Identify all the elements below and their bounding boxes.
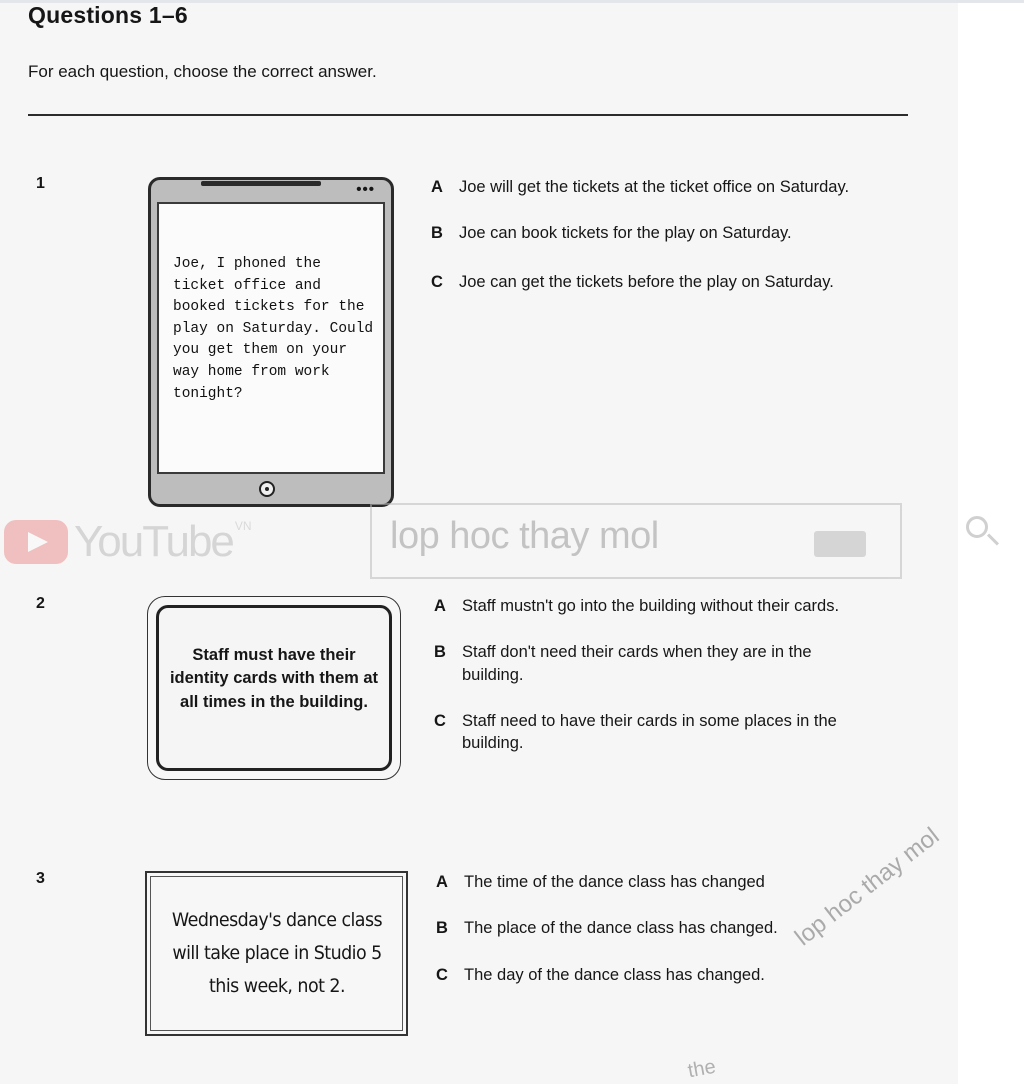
keyboard-icon [814, 531, 866, 557]
divider [28, 114, 908, 116]
youtube-play-icon [4, 520, 68, 564]
channel-watermark-text: lop hoc thay mol [390, 515, 659, 557]
question-number: 3 [36, 870, 45, 887]
option-text: The time of the dance class has changed [464, 873, 765, 891]
sign-text: Wednesday's dance class will take place in Studio 5 this week, not 2. [171, 909, 382, 997]
option-text: The place of the dance class has changed. [464, 919, 778, 938]
notice-illustration [147, 596, 401, 780]
question-number: 1 [36, 175, 45, 192]
search-icon [966, 516, 988, 538]
youtube-region: VN [234, 519, 252, 533]
option-letter: A [434, 597, 446, 615]
option-letter: B [434, 643, 446, 662]
notice-text: Staff must have their identity cards with them at all times in the building. [169, 645, 379, 711]
option-letter: A [436, 873, 448, 891]
options-list [434, 595, 874, 754]
options-list [431, 176, 871, 293]
question-number: 2 [36, 595, 45, 612]
bottom-watermark-fragment: the [686, 1055, 718, 1083]
option-c[interactable] [431, 271, 871, 293]
option-c[interactable] [434, 710, 874, 755]
phone-home-button-icon [259, 481, 275, 497]
sign-illustration [145, 871, 408, 1036]
option-letter: C [434, 711, 446, 730]
phone-status-indicator: ••• [356, 181, 375, 198]
option-text: Joe can book tickets for the play on Saturday. [459, 224, 792, 243]
option-c[interactable] [436, 964, 876, 986]
option-text: Joe will get the tickets at the ticket office on Saturday. [459, 178, 850, 196]
diagonal-watermark: lop hoc thay mol [790, 822, 945, 952]
option-b[interactable] [434, 641, 874, 686]
phone-speaker [201, 181, 321, 186]
option-text: Staff need to have their cards in some places in the building. [462, 711, 837, 753]
option-a[interactable] [431, 176, 871, 198]
option-text: Staff don't need their cards when they are in the building. [462, 643, 812, 684]
youtube-watermark-text: YouTube [74, 517, 233, 566]
option-b[interactable] [431, 222, 871, 244]
option-text: Staff mustn't go into the building without their cards. [462, 597, 840, 615]
option-letter: A [431, 178, 443, 196]
phone-message-illustration [148, 177, 394, 507]
option-letter: C [436, 965, 448, 984]
page-margin [958, 0, 1024, 1084]
page-title: Questions 1–6 [28, 2, 188, 28]
option-a[interactable] [434, 595, 874, 617]
instructions: For each question, choose the correct answer. [28, 62, 377, 81]
notice-frame [156, 605, 392, 771]
sign-frame [150, 876, 403, 1031]
option-letter: B [431, 224, 443, 243]
option-text: Joe can get the tickets before the play on Saturday. [459, 272, 834, 291]
option-a[interactable] [436, 871, 876, 893]
option-text: The day of the dance class has changed. [464, 965, 765, 984]
search-box-watermark [370, 503, 902, 579]
option-letter: C [431, 272, 443, 291]
phone-screen [157, 202, 385, 474]
option-letter: B [436, 919, 448, 938]
youtube-watermark [4, 512, 252, 572]
phone-message-text: Joe, I phoned the ticket office and booked tickets for the play on Saturday. Could you get them on your way home from work tonight? [173, 256, 374, 402]
